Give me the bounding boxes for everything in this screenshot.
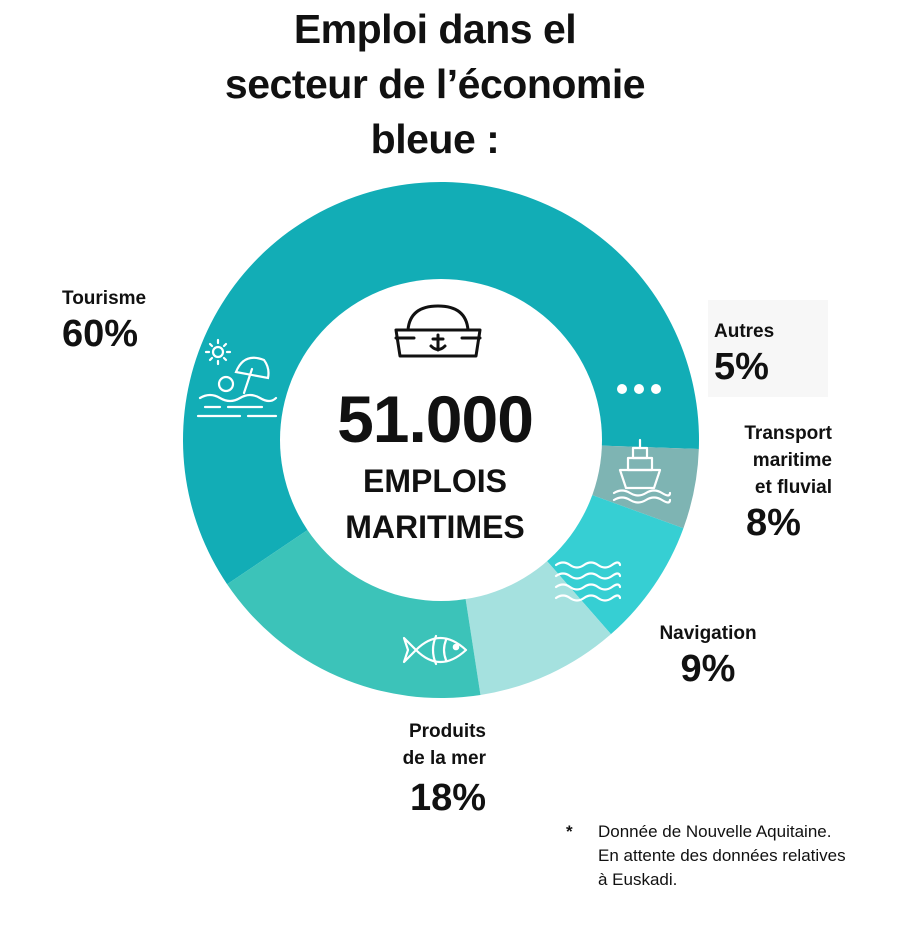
- slice-name-line: maritime: [752, 450, 832, 471]
- slice-percent: 8%: [746, 502, 801, 544]
- slice-name-line: de la mer: [402, 748, 486, 769]
- slice-name-line: Produits: [408, 721, 486, 742]
- title-line-2: secteur de l’économie: [224, 61, 646, 107]
- slice-name-line: et fluvial: [754, 477, 832, 498]
- slice-name: Autres: [714, 321, 775, 342]
- slice-name: Tourisme: [62, 288, 147, 309]
- total-label-line-1: EMPLOIS: [362, 463, 507, 499]
- footnote-line-3: à Euskadi.: [598, 870, 678, 889]
- title-line-3: bleue :: [370, 116, 500, 162]
- center-total: [280, 380, 590, 550]
- total-label-line-2: MARITIMES: [345, 509, 525, 545]
- slice-label-autres: [714, 318, 774, 389]
- footnote-line-1: Donnée de Nouvelle Aquitaine.: [598, 822, 832, 841]
- slice-percent: 9%: [680, 648, 736, 690]
- ellipsis-icon: [617, 384, 661, 394]
- slice-label-transport: [726, 420, 832, 545]
- slice-percent: 60%: [62, 313, 139, 355]
- slice-label-tourisme: [62, 285, 146, 356]
- slice-percent: 5%: [714, 346, 769, 388]
- footnote: [566, 820, 846, 892]
- footnote-line-2: En attente des données relatives: [598, 846, 846, 865]
- slice-percent: 18%: [409, 777, 486, 819]
- slice-name: Navigation: [659, 623, 757, 644]
- slice-label-produits: [370, 718, 486, 820]
- slice-name-line: Transport: [744, 423, 832, 444]
- title-line-1: Emploi dans el: [293, 6, 577, 52]
- footnote-marker: *: [566, 822, 573, 841]
- total-number: 51.000: [337, 382, 533, 456]
- slice-label-navigation: [648, 620, 768, 691]
